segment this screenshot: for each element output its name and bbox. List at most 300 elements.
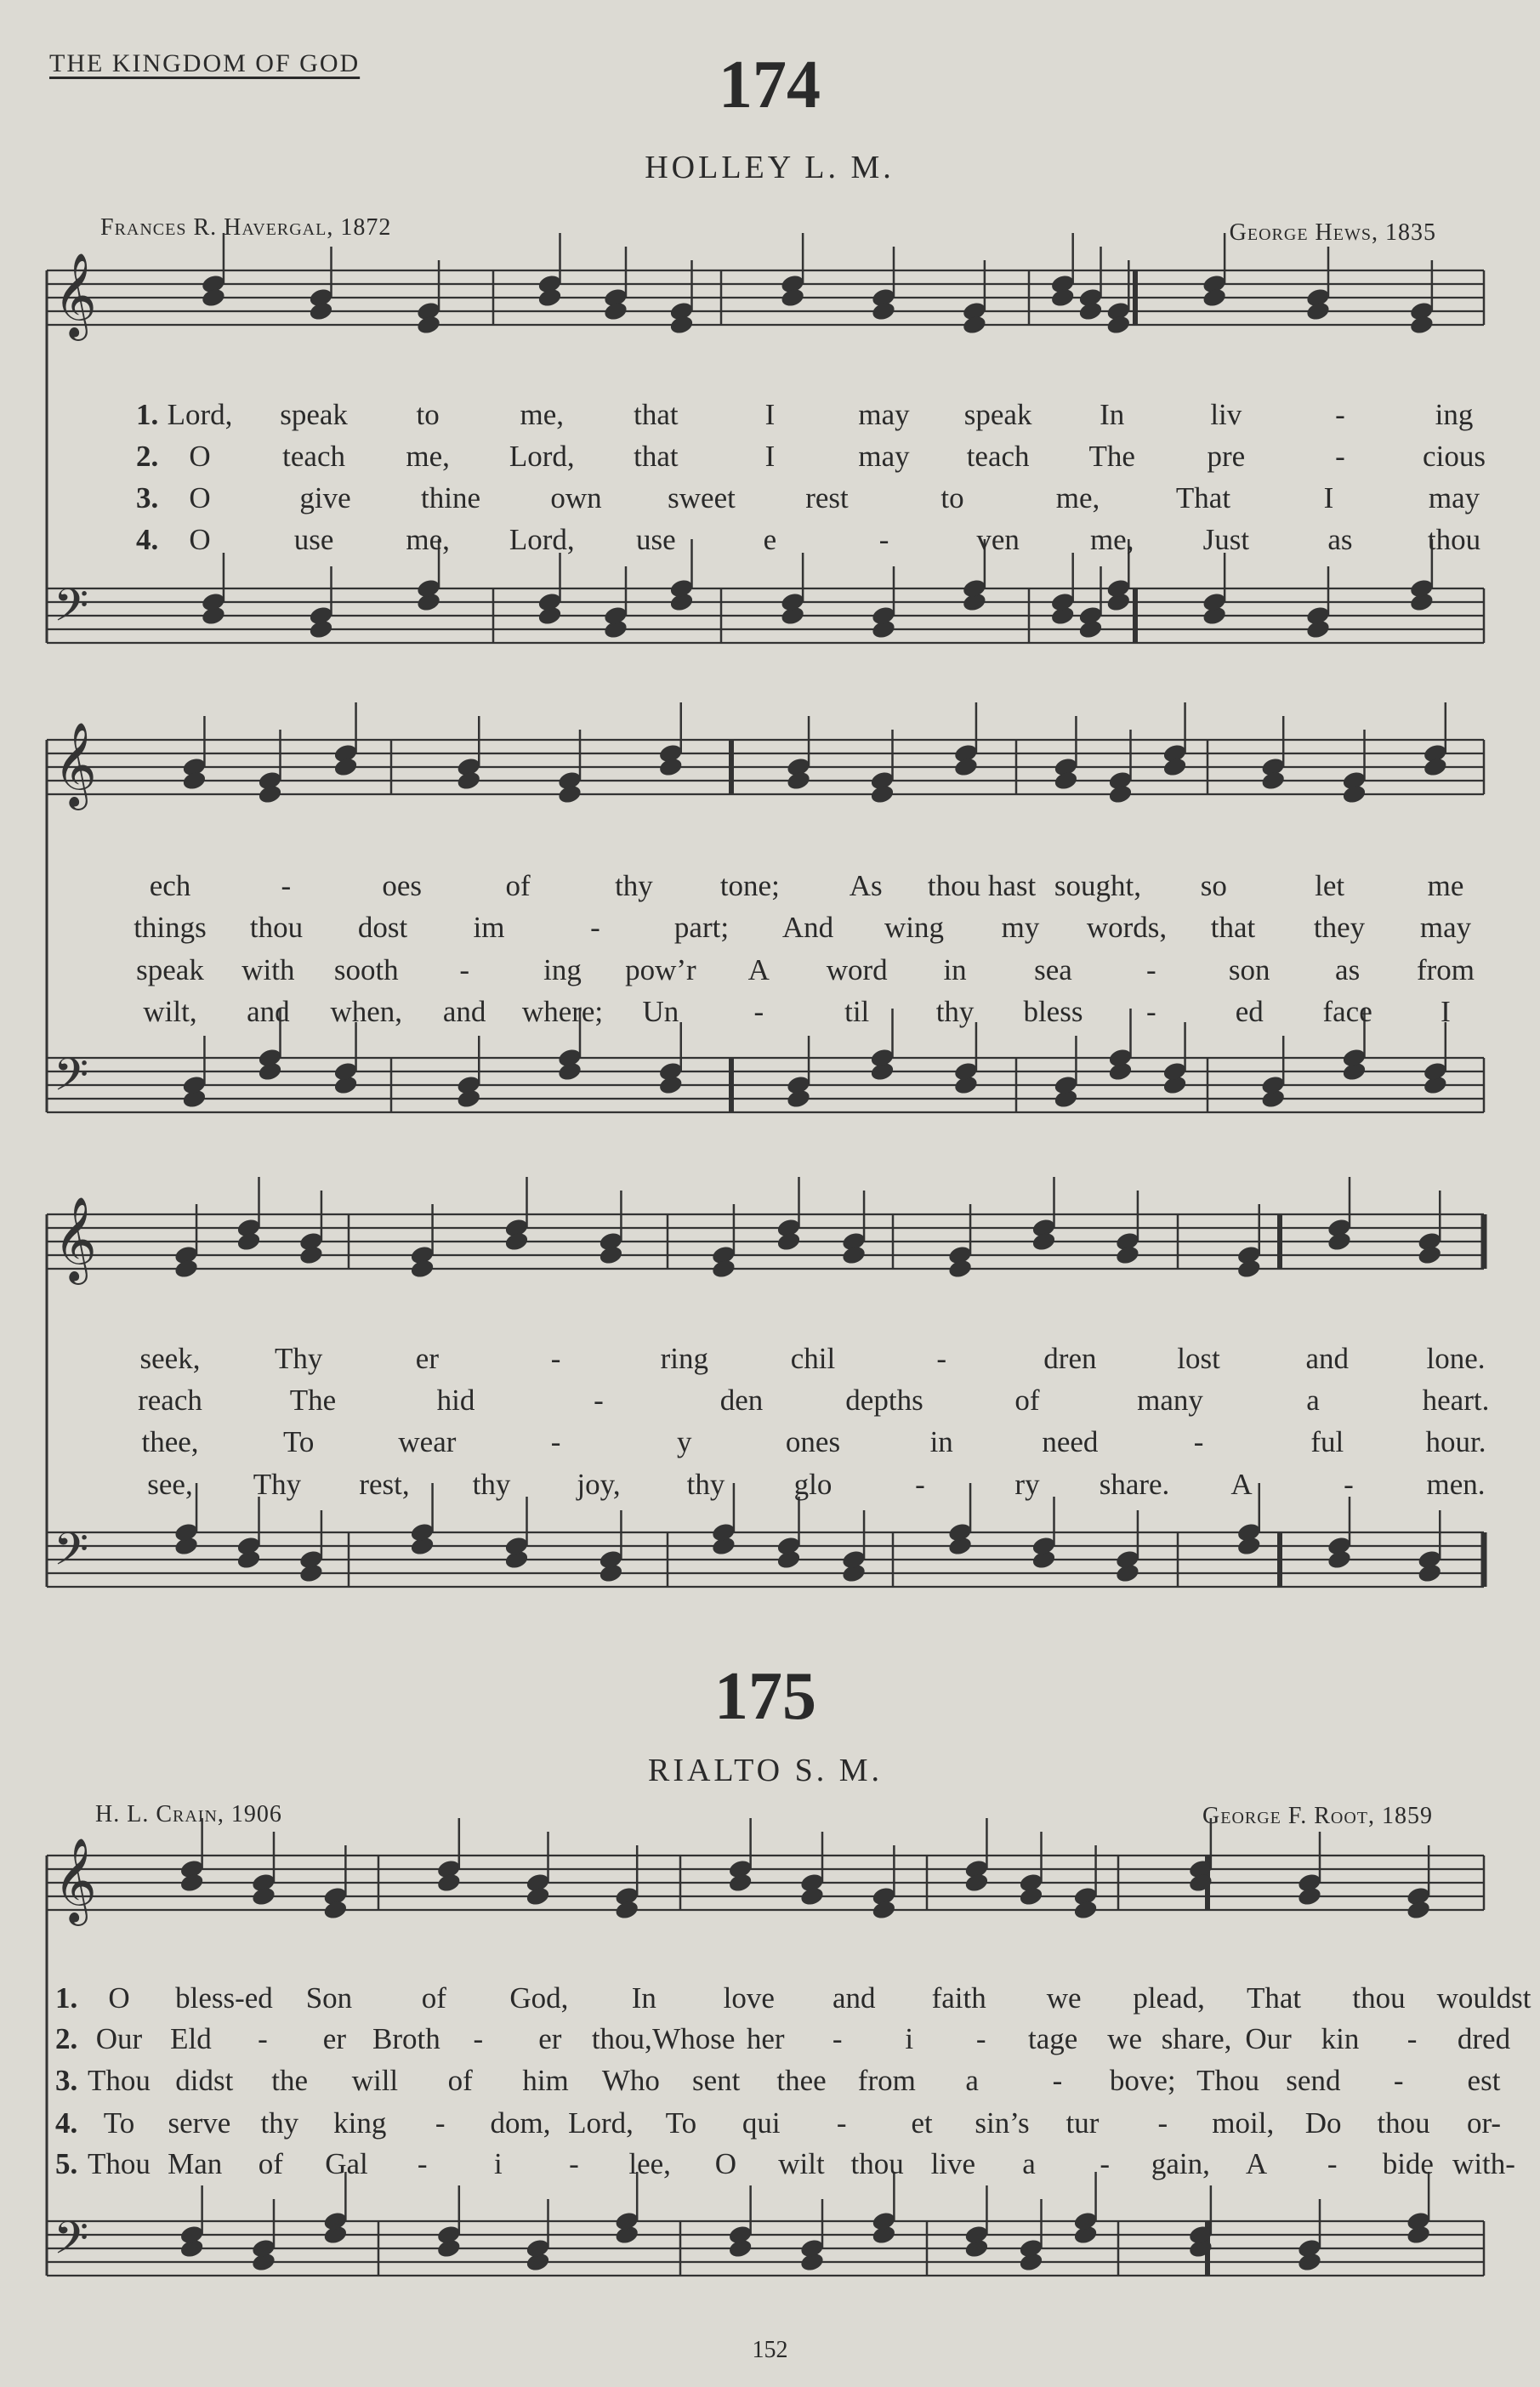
note-head (1417, 1244, 1443, 1266)
lyric-syllable: Lord, (509, 523, 575, 556)
bass-clef: 𝄢 (54, 580, 89, 643)
lyric-syllable: sweet (668, 481, 736, 514)
lyric-syllable: - (1406, 2022, 1418, 2055)
note-head (1018, 1885, 1044, 1907)
lyric-syllable: as (1327, 523, 1353, 556)
note-head (503, 1230, 530, 1253)
lyric-syllable: In (1100, 398, 1125, 431)
note-head (962, 577, 988, 600)
note-head (1162, 1060, 1188, 1083)
note-head (1053, 1074, 1079, 1096)
lyric-syllable: Who (601, 2064, 660, 2097)
lyric-line (0, 1342, 1540, 1376)
note-head (298, 1244, 325, 1266)
note-head (1018, 2237, 1044, 2259)
verse-number: 2. (55, 2022, 78, 2055)
lyric-syllable: O (108, 1981, 130, 2015)
lyric-syllable: A (1230, 1468, 1253, 1501)
lyric-syllable: qui (742, 2106, 781, 2140)
lyric-syllable: - (975, 2022, 986, 2055)
lyric-line (0, 2147, 1540, 2181)
lyric-syllable: of (447, 2064, 473, 2097)
note-head (1305, 300, 1332, 322)
lyric-syllable: As (849, 869, 883, 902)
note-head (1260, 770, 1287, 792)
verse-number: 3. (55, 2064, 78, 2097)
lyric-syllable: teach (966, 440, 1030, 473)
note-head (1260, 1074, 1287, 1096)
lyric-line (0, 440, 1540, 474)
note-head (841, 1244, 867, 1266)
note-head (1236, 1521, 1262, 1543)
lyric-syllable: bide (1382, 2147, 1434, 2180)
lyric-syllable: - (753, 995, 764, 1028)
note-head (409, 1521, 435, 1543)
note-head (776, 1535, 802, 1557)
lyric-syllable: of (1014, 1384, 1040, 1417)
note-head (257, 1047, 283, 1069)
lyric-syllable: men. (1426, 1468, 1486, 1501)
lyric-syllable: ech (149, 869, 191, 902)
note-head (1409, 314, 1435, 336)
lyric-syllable: faith (931, 1981, 986, 2015)
hymn-number: 174 (719, 48, 821, 122)
lyric-syllable: Thou (88, 2064, 151, 2097)
note-head (308, 300, 334, 322)
lyric-syllable: hid (436, 1384, 475, 1417)
note-head (657, 1060, 684, 1083)
note-head (727, 2224, 753, 2246)
note-head (799, 1885, 826, 1907)
lyric-syllable: - (1157, 2106, 1168, 2140)
lyric-syllable: speak (280, 398, 348, 431)
lyric-syllable: In (631, 1981, 656, 2015)
lyric-syllable: and (247, 995, 290, 1028)
lyric-syllable: thine (421, 481, 480, 514)
note-head (1327, 1535, 1353, 1557)
note-head (236, 1535, 262, 1557)
lyric-syllable: joy, (577, 1468, 621, 1501)
lyric-syllable: we (1107, 2022, 1143, 2055)
lyric-syllable: Lord, (509, 440, 575, 473)
lyric-syllable: son (1228, 953, 1270, 986)
lyric-syllable: share, (1161, 2022, 1232, 2055)
note-head (786, 1074, 812, 1096)
note-head (1202, 591, 1228, 613)
lyric-syllable: part; (673, 911, 730, 944)
note-head (1423, 756, 1449, 778)
note-head (525, 2237, 551, 2259)
note-head (181, 770, 207, 792)
lyric-syllable: lone. (1426, 1342, 1486, 1375)
note-head (869, 783, 895, 805)
verse-number: 4. (55, 2106, 78, 2140)
lyric-syllable: Lord, (167, 398, 233, 431)
lyric-syllable: - (435, 2106, 446, 2140)
note-head (1072, 1899, 1099, 1921)
lyric-syllable: I (1323, 481, 1334, 514)
lyric-syllable: And (781, 911, 834, 944)
lyric-syllable: O (714, 2147, 736, 2180)
lyric-syllable: O (189, 481, 211, 514)
note-head (409, 1258, 435, 1280)
lyric-syllable: thou hast (927, 869, 1037, 902)
author-credit: H. L. Crain, 1906 (95, 1801, 282, 1827)
note-head (603, 605, 629, 627)
lyric-syllable: God, (509, 1981, 569, 2015)
lyric-syllable: - (550, 1425, 561, 1458)
lyric-syllable: face (1322, 995, 1372, 1028)
lyric-syllable: wilt (778, 2147, 825, 2180)
lyric-syllable: me, (1055, 481, 1100, 514)
lyric-syllable: - (915, 1468, 925, 1501)
lyric-syllable: - (1193, 1425, 1204, 1458)
note-head (776, 1230, 802, 1253)
lyric-syllable: pow’r (625, 953, 696, 986)
note-head (1236, 1258, 1262, 1280)
lyric-syllable: - (936, 1342, 947, 1375)
note-head (1105, 577, 1132, 600)
note-head (1409, 577, 1435, 600)
treble-clef: 𝄞 (54, 1838, 97, 1923)
lyric-syllable: ry (1014, 1468, 1040, 1501)
lyric-syllable: dren (1043, 1342, 1097, 1375)
lyric-syllable: oes (382, 869, 423, 902)
lyric-syllable: The (289, 1384, 337, 1417)
lyric-syllable: ring (660, 1342, 708, 1375)
note-head (537, 591, 563, 613)
lyric-syllable: sooth (333, 953, 399, 986)
note-head (1305, 605, 1332, 627)
lyric-syllable: kin (1321, 2022, 1360, 2055)
lyric-syllable: To (103, 2106, 135, 2140)
lyric-syllable: with (242, 953, 295, 986)
note-head (332, 756, 359, 778)
lyric-syllable: of (505, 869, 531, 902)
lyric-syllable: - (569, 2147, 579, 2180)
lyric-line (0, 1425, 1540, 1459)
lyric-syllable: The (1088, 440, 1135, 473)
lyric-syllable: tage (1028, 2022, 1078, 2055)
lyric-syllable: serve (168, 2106, 231, 2140)
note-head (598, 1549, 624, 1571)
note-head (1406, 2210, 1432, 2232)
note-head (173, 1521, 200, 1543)
lyric-line (0, 911, 1540, 945)
lyric-syllable: a (1306, 1384, 1320, 1417)
lyric-syllable: me, (1089, 523, 1134, 556)
note-head (1341, 783, 1367, 805)
lyric-syllable: me, (520, 398, 565, 431)
lyric-syllable: Just (1202, 523, 1250, 556)
lyric-syllable: glo (793, 1468, 833, 1501)
note-head (322, 1899, 349, 1921)
lyric-syllable: where; (521, 995, 604, 1028)
lyric-syllable: Whose (652, 2022, 736, 2055)
note-head (1162, 756, 1188, 778)
note-head (1341, 1047, 1367, 1069)
note-head (1297, 2237, 1323, 2259)
lyric-syllable: thou, (591, 2022, 652, 2055)
note-head (173, 1258, 200, 1280)
lyric-syllable: bove; (1109, 2064, 1176, 2097)
lyric-syllable: thou (249, 911, 304, 944)
note-head (963, 2224, 990, 2246)
lyric-line (0, 1384, 1540, 1418)
lyric-syllable: sent (691, 2064, 741, 2097)
lyric-syllable: A (1245, 2147, 1268, 2180)
note-head (1077, 300, 1104, 322)
lyric-syllable: ven (976, 523, 1020, 556)
lyric-syllable: need (1042, 1425, 1099, 1458)
lyric-syllable: hour. (1425, 1425, 1486, 1458)
lyric-syllable: a (965, 2064, 979, 2097)
lyric-syllable: ing (543, 953, 582, 986)
note-head (603, 300, 629, 322)
lyric-syllable: Gal (325, 2147, 368, 2180)
lyric-syllable: tur (1065, 2106, 1100, 2140)
note-head (953, 756, 980, 778)
note-head (711, 1258, 737, 1280)
lyric-syllable: dred (1457, 2022, 1511, 2055)
author-credit: Frances R. Havergal, 1872 (100, 214, 392, 241)
lyric-syllable: wear (398, 1425, 457, 1458)
lyric-syllable: thou (850, 2147, 904, 2180)
lyric-syllable: O (189, 440, 211, 473)
lyric-syllable: e (763, 523, 777, 556)
lyric-syllable: - (878, 523, 889, 556)
lyric-syllable: - (550, 1342, 561, 1375)
verse-number: 5. (55, 2147, 78, 2180)
lyric-line (0, 1468, 1540, 1502)
note-head (1107, 1047, 1134, 1069)
lyric-syllable: speak (136, 953, 204, 986)
lyric-syllable: or- (1466, 2106, 1502, 2140)
note-head (179, 1872, 205, 1894)
note-head (871, 1899, 897, 1921)
lyric-syllable: cious (1423, 440, 1486, 473)
lyric-syllable: est (1467, 2064, 1501, 2097)
lyric-syllable: - (1100, 2147, 1110, 2180)
lyric-syllable: own (550, 481, 602, 514)
lyric-syllable: love (723, 1981, 775, 2015)
lyric-syllable: - (832, 2022, 843, 2055)
lyric-line (0, 398, 1540, 432)
lyric-line (0, 2022, 1540, 2056)
note-head (557, 783, 583, 805)
note-head (456, 770, 482, 792)
note-head (711, 1521, 737, 1543)
lyric-syllable: - (836, 2106, 847, 2140)
lyric-syllable: thou (1377, 2106, 1430, 2140)
lyric-syllable: To (282, 1425, 315, 1458)
lyric-syllable: that (634, 440, 679, 473)
hymn-number: 175 (714, 1659, 816, 1734)
treble-clef: 𝄞 (54, 253, 97, 338)
lyric-syllable: thy (472, 1468, 511, 1501)
lyric-syllable: er (322, 2022, 347, 2055)
lyric-syllable: sought, (1054, 869, 1141, 902)
lyric-line (0, 481, 1540, 515)
lyric-syllable: things (134, 911, 207, 944)
lyric-syllable: To (665, 2106, 697, 2140)
note-head (871, 2210, 897, 2232)
note-head (201, 591, 227, 613)
note-head (1406, 1899, 1432, 1921)
lyric-syllable: from (857, 2064, 916, 2097)
note-head (1031, 1230, 1057, 1253)
lyric-line (0, 2106, 1540, 2140)
lyric-syllable: thy (686, 1468, 725, 1501)
lyric-syllable: ones (785, 1425, 841, 1458)
treble-clef: 𝄞 (54, 722, 97, 807)
note-head (947, 1258, 974, 1280)
lyric-syllable: liv (1210, 398, 1242, 431)
lyric-line (0, 953, 1540, 987)
lyric-syllable: - (1327, 2147, 1338, 2180)
lyric-syllable: sin’s (975, 2106, 1030, 2140)
lyric-line (0, 995, 1540, 1029)
lyric-syllable: I (764, 440, 776, 473)
lyric-syllable: - (1052, 2064, 1063, 2097)
lyric-syllable: may (1419, 911, 1472, 944)
verse-number: 4. (136, 523, 159, 556)
note-head (308, 605, 334, 627)
section-title: THE KINGDOM OF GOD (49, 49, 361, 77)
lyric-syllable: in (943, 953, 967, 986)
note-head (181, 1074, 207, 1096)
lyric-syllable: O (189, 523, 211, 556)
lyric-syllable: and (442, 995, 486, 1028)
note-head (668, 314, 695, 336)
lyric-syllable: moil, (1212, 2106, 1275, 2140)
note-head (869, 1047, 895, 1069)
lyric-line (0, 523, 1540, 557)
lyric-syllable: - (1344, 1468, 1354, 1501)
note-head (557, 1047, 583, 1069)
lyric-syllable: et (911, 2106, 933, 2140)
lyric-syllable: me, (406, 440, 450, 473)
lyric-syllable: - (258, 2022, 268, 2055)
lyric-syllable: reach (138, 1384, 202, 1417)
treble-clef: 𝄞 (54, 1196, 97, 1282)
lyric-syllable: me (1427, 869, 1464, 902)
lyric-syllable: they (1313, 911, 1366, 944)
lyric-syllable: thee, (141, 1425, 199, 1458)
lyric-syllable: wilt, (143, 995, 197, 1028)
lyric-syllable: heart. (1422, 1384, 1490, 1417)
lyric-syllable: Un (642, 995, 679, 1028)
lyric-syllable: live (930, 2147, 976, 2180)
lyric-syllable: her (746, 2022, 785, 2055)
lyric-syllable: er (415, 1342, 439, 1375)
lyric-syllable: give (299, 481, 351, 514)
lyric-syllable: wing (884, 911, 944, 944)
lyric-syllable: that (634, 398, 679, 431)
lyric-syllable: - (1335, 440, 1345, 473)
lyric-syllable: Thy (253, 1468, 302, 1501)
note-head (871, 605, 897, 627)
note-head (1031, 1535, 1057, 1557)
note-head (657, 756, 684, 778)
note-head (1049, 287, 1076, 309)
lyric-syllable: use (636, 523, 676, 556)
lyric-syllable: plead, (1133, 1981, 1205, 2015)
lyric-syllable: gain, (1151, 2147, 1210, 2180)
note-head (332, 1060, 359, 1083)
lyric-syllable: Thou (1196, 2064, 1260, 2097)
lyric-syllable: er (538, 2022, 562, 2055)
lyric-syllable: of (421, 1981, 446, 2015)
lyric-syllable: - (417, 2147, 428, 2180)
lyric-syllable: im (473, 911, 505, 944)
lyric-syllable: let (1315, 869, 1345, 902)
lyric-syllable: of (258, 2147, 283, 2180)
lyric-syllable: pre (1207, 440, 1246, 473)
lyric-syllable: That (1246, 1981, 1302, 2015)
note-head (947, 1521, 974, 1543)
lyric-syllable: Son (305, 1981, 353, 2015)
lyric-syllable: may (1428, 481, 1480, 514)
lyric-syllable: ing (1435, 398, 1474, 431)
lyric-syllable: see, (147, 1468, 193, 1501)
lyric-syllable: words, (1086, 911, 1168, 944)
note-head (436, 1872, 463, 1894)
note-head (1107, 783, 1134, 805)
note-head (1053, 770, 1079, 792)
lyric-syllable: i (905, 2022, 914, 2055)
lyric-syllable: share. (1099, 1468, 1170, 1501)
note-head (201, 287, 227, 309)
note-head (503, 1535, 530, 1557)
lyric-syllable: chil (790, 1342, 836, 1375)
lyric-syllable: didst (175, 2064, 234, 2097)
lyric-line (0, 2064, 1540, 2098)
verse-number: 1. (136, 398, 159, 431)
lyric-syllable: Thou (88, 2147, 151, 2180)
lyric-syllable: bless-ed (175, 1981, 273, 2015)
lyric-syllable: til (844, 995, 870, 1028)
note-head (871, 300, 897, 322)
lyric-syllable: sea (1034, 953, 1072, 986)
lyric-syllable: I (1441, 995, 1451, 1028)
lyric-syllable: thou (1352, 1981, 1406, 2015)
lyric-syllable: and (1305, 1342, 1350, 1375)
lyric-syllable: dom, (490, 2106, 551, 2140)
lyric-syllable: to (416, 398, 440, 431)
lyric-syllable: - (1146, 953, 1156, 986)
lyric-syllable: when, (330, 995, 403, 1028)
note-head (614, 1899, 640, 1921)
lyric-syllable: depths (845, 1384, 923, 1417)
lyric-syllable: and (832, 1981, 876, 2015)
note-head (841, 1549, 867, 1571)
lyric-syllable: y (677, 1425, 692, 1458)
lyric-syllable: use (293, 523, 334, 556)
note-head (1202, 287, 1228, 309)
lyric-syllable: dost (357, 911, 408, 944)
lyric-syllable: thee (776, 2064, 827, 2097)
lyric-syllable: so (1200, 869, 1227, 902)
note-head (416, 577, 442, 600)
note-head (1077, 605, 1104, 627)
lyric-syllable: lost (1177, 1342, 1220, 1375)
note-head (179, 2224, 205, 2246)
lyric-syllable: rest, (359, 1468, 410, 1501)
note-head (322, 2210, 349, 2232)
lyric-syllable: wouldst (1436, 1981, 1531, 2015)
note-head (251, 1885, 277, 1907)
